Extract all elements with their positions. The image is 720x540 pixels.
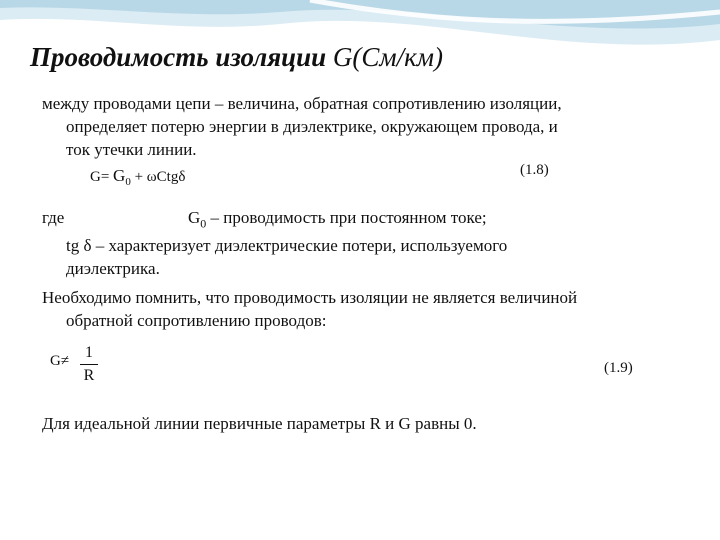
note-line-1: Необходимо помнить, что проводимость изоляции не является величиной <box>42 288 578 307</box>
fraction-denominator: R <box>83 367 95 384</box>
g0-definition: $G_0$ – проводимость при постоянном токе; <box>188 208 487 231</box>
fraction-bar <box>80 364 98 365</box>
where-word: где <box>42 208 65 227</box>
fraction-numerator: 1 <box>85 344 93 361</box>
equation-number-1-9: (1.9) <box>604 360 633 376</box>
formula-1-8: $G= G_0 + \omega Ctg\delta$ <box>90 166 186 188</box>
formula-1-9-lhs: G≠ <box>50 353 70 369</box>
text-line-2: определяет потерю энергии в диэлектрике, окружающем провода, и <box>66 117 558 136</box>
text-line-3: ток утечки линии. <box>66 140 197 159</box>
fraction-1-over-r <box>80 343 98 386</box>
tg-definition-line-1: tg δ – характеризует диэлектрические потери, используемого <box>66 236 508 255</box>
equation-number-1-8: (1.8) <box>520 162 549 178</box>
text-line-1: между проводами цепи – величина, обратная сопротивлению изоляции, <box>42 94 562 113</box>
slide-title: Проводимость изоляции G(См/км) <box>30 42 444 72</box>
note-line-2: обратной сопротивлению проводов: <box>66 311 327 330</box>
final-statement: Для идеальной линии первичные параметры R и G равны 0. <box>42 414 477 433</box>
tg-definition-line-2: диэлектрика. <box>66 259 160 278</box>
